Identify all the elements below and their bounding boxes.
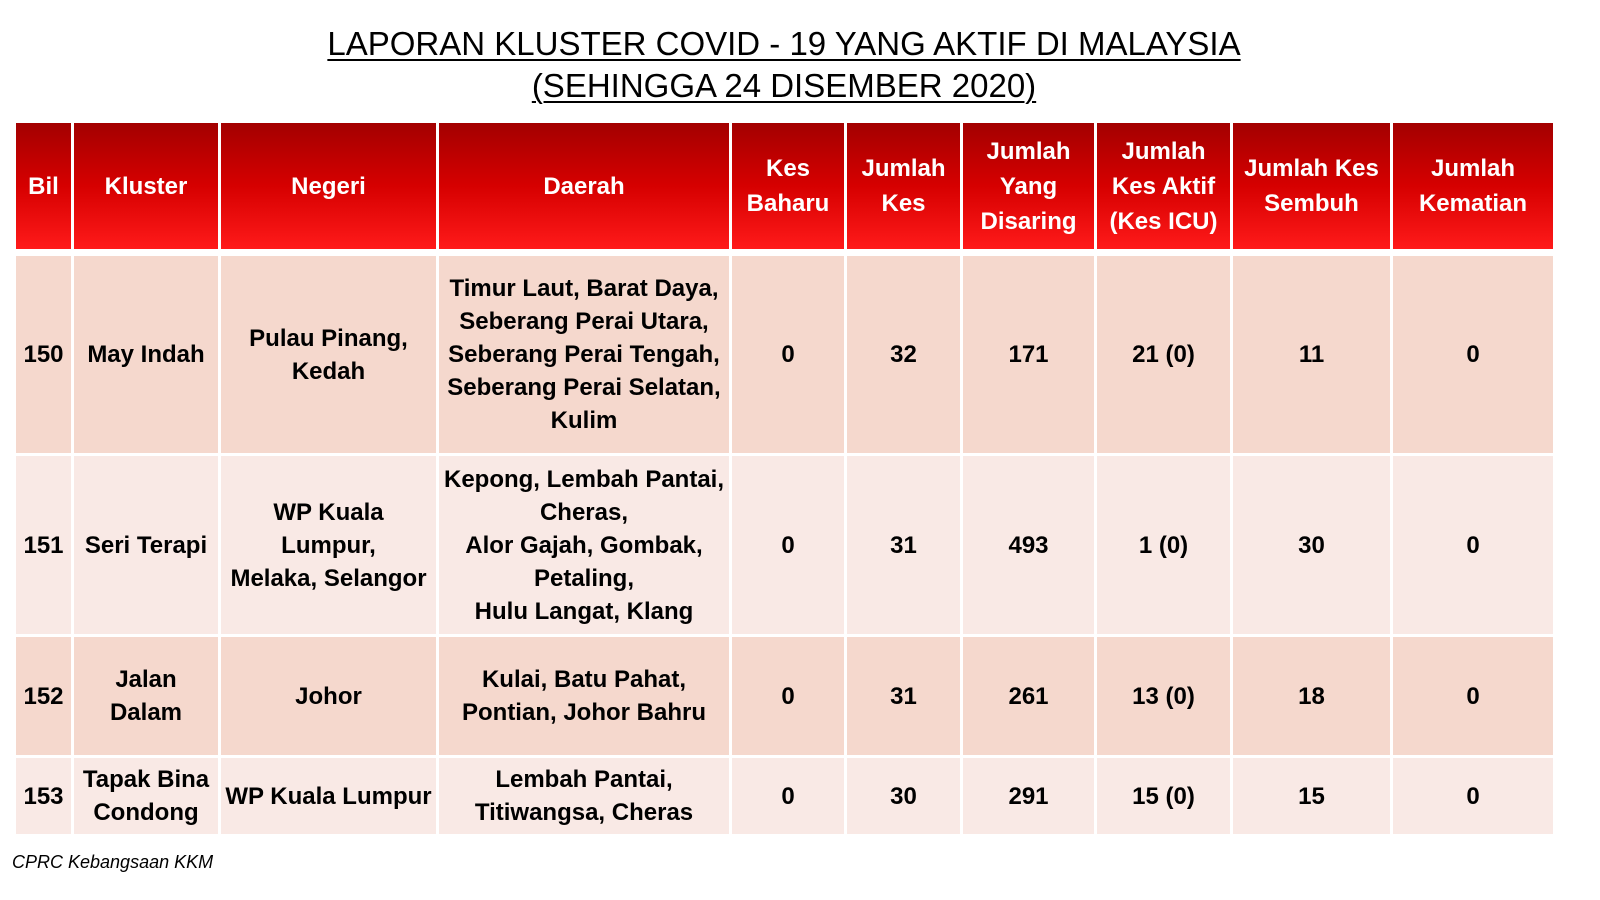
cell-jumlah-kes-aktif: 13 (0) (1097, 634, 1230, 755)
cell-jumlah-disaring: 493 (963, 453, 1094, 634)
cell-jumlah-kes: 32 (847, 253, 960, 453)
cell-jumlah-kematian: 0 (1393, 253, 1553, 453)
cell-jumlah-kematian: 0 (1393, 755, 1553, 834)
table-row (16, 755, 1553, 834)
cell-negeri: Johor (221, 634, 436, 755)
page-subtitle-date: (SEHINGGA 24 DISEMBER 2020) (531, 67, 1037, 104)
header-bil: Bil (16, 123, 71, 253)
cell-jumlah-kematian: 0 (1393, 453, 1553, 634)
cell-daerah: Lembah Pantai, Titiwangsa, Cheras (439, 755, 729, 834)
table-row (16, 634, 1553, 755)
cell-bil: 152 (16, 634, 71, 755)
cell-daerah: Timur Laut, Barat Daya, Seberang Perai Utara, Seberang Perai Tengah, Seberang Perai Selatan, Kulim (439, 253, 729, 453)
cell-kes-baharu: 0 (732, 755, 844, 834)
header-negeri: Negeri (221, 123, 436, 253)
cell-jumlah-kes-aktif: 15 (0) (1097, 755, 1230, 834)
table-header-row (16, 123, 1553, 253)
cell-kes-baharu: 0 (732, 253, 844, 453)
header-jumlah-kematian: Jumlah Kematian (1393, 123, 1553, 253)
cell-kluster: May Indah (74, 253, 218, 453)
cell-kluster: Tapak Bina Condong (74, 755, 218, 834)
cell-negeri: WP Kuala Lumpur (221, 755, 436, 834)
cell-negeri: Pulau Pinang, Kedah (221, 253, 436, 453)
header-kluster: Kluster (74, 123, 218, 253)
cell-jumlah-kes-sembuh: 15 (1233, 755, 1390, 834)
cell-jumlah-kes: 31 (847, 634, 960, 755)
header-jumlah-kes-aktif: Jumlah Kes Aktif (Kes ICU) (1097, 123, 1230, 253)
header-jumlah-kes-sembuh: Jumlah Kes Sembuh (1233, 123, 1390, 253)
cell-jumlah-kes-sembuh: 18 (1233, 634, 1390, 755)
cell-daerah: Kulai, Batu Pahat, Pontian, Johor Bahru (439, 634, 729, 755)
cell-negeri: WP Kuala Lumpur, Melaka, Selangor (221, 453, 436, 634)
cell-jumlah-kes-aktif: 1 (0) (1097, 453, 1230, 634)
cell-jumlah-kes-sembuh: 11 (1233, 253, 1390, 453)
cell-jumlah-kes: 31 (847, 453, 960, 634)
cell-jumlah-disaring: 261 (963, 634, 1094, 755)
cell-kes-baharu: 0 (732, 453, 844, 634)
cell-kluster: Jalan Dalam (74, 634, 218, 755)
cell-kluster: Seri Terapi (74, 453, 218, 634)
cell-jumlah-disaring: 291 (963, 755, 1094, 834)
cell-bil: 150 (16, 253, 71, 453)
header-daerah: Daerah (439, 123, 729, 253)
source-credit: CPRC Kebangsaan KKM (12, 852, 214, 872)
cell-kes-baharu: 0 (732, 634, 844, 755)
cell-bil: 153 (16, 755, 71, 834)
table-row (16, 453, 1553, 634)
cell-jumlah-disaring: 171 (963, 253, 1094, 453)
table-row (16, 253, 1553, 453)
cell-daerah: Kepong, Lembah Pantai, Cheras, Alor Gajah, Gombak, Petaling, Hulu Langat, Klang (439, 453, 729, 634)
header-jumlah-kes: Jumlah Kes (847, 123, 960, 253)
cell-jumlah-kes-aktif: 21 (0) (1097, 253, 1230, 453)
cell-jumlah-kes-sembuh: 30 (1233, 453, 1390, 634)
cell-jumlah-kes: 30 (847, 755, 960, 834)
page-title: LAPORAN KLUSTER COVID - 19 YANG AKTIF DI MALAYSIA (327, 25, 1241, 62)
cell-bil: 151 (16, 453, 71, 634)
cluster-report-table (13, 123, 1556, 834)
header-jumlah-disaring: Jumlah Yang Disaring (963, 123, 1094, 253)
header-kes-baharu: Kes Baharu (732, 123, 844, 253)
cell-jumlah-kematian: 0 (1393, 634, 1553, 755)
